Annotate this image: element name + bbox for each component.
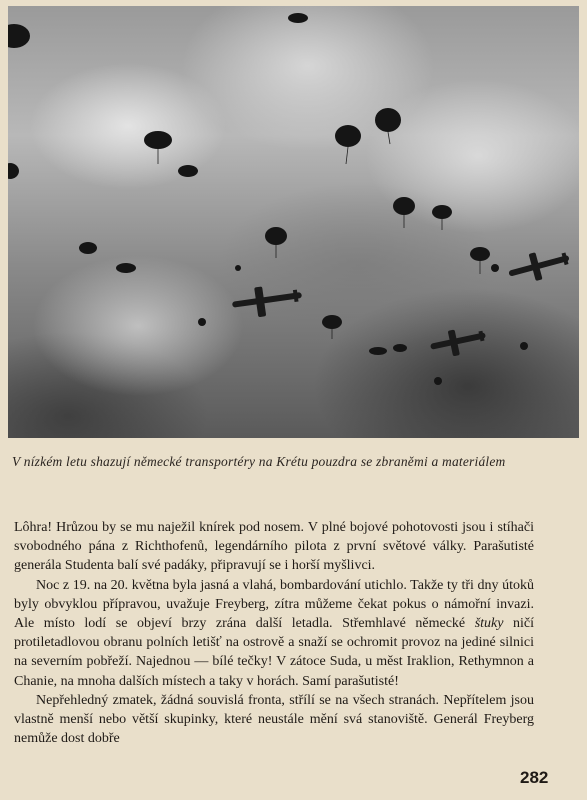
parachute [335,125,361,147]
transport-plane-2 [428,323,488,360]
parachute [198,318,206,326]
parachute [8,163,19,179]
parachutes [8,13,528,385]
paratroopers-photo [8,6,579,438]
aircraft [230,244,572,360]
parachute [8,24,30,48]
parachute-lines [158,132,480,339]
paragraph [14,576,534,691]
parachute [288,13,308,23]
parachute [491,264,499,272]
photo-illustration [8,6,579,438]
body-text [14,518,534,748]
parachute [144,131,172,149]
page-number: 282 [520,768,549,787]
transport-plane-1 [230,281,303,320]
paragraph: Lôhra! Hrůzou by se mu naježil knírek pod nosem. V plné bojové pohotovosti jsou i stíhači svobodného pána z Richthofenů, legendárního pilota z první světové války. Parašutisté generála Studenta balí své padáky, připravují se i horší myšlivci. [14,520,534,574]
parachute [520,342,528,350]
parachute [434,377,442,385]
parachute [235,265,241,271]
parachute [393,197,415,215]
parachute [470,247,490,261]
parachute [369,347,387,355]
parachute [322,315,342,329]
paragraph-text: ničí protiletadlovou obranu polních letišť na ostrově a snaží se ochromit provoz na jediné silnici na severním pobřeží. Najednou — bílé tečky! V zátoce Suda, u měst Iraklion, Rethymnon a Chanie, na mnoha dalších místech a taky v horách. Samí parašutisté! [14,616,535,689]
emphasis-word: štuky [474,616,504,632]
parachute [79,242,97,254]
transport-plane-3 [505,244,572,287]
parachute [375,108,401,132]
parachute [432,205,452,219]
parachute [393,344,407,352]
photo-caption: V nízkém letu shazují německé transportéry na Krétu pouzdra se zbraněmi a materiálem [12,454,506,469]
parachute [265,227,287,245]
parachute [116,263,136,273]
paragraph: Nepřehledný zmatek, žádná souvislá fronta, střílí se na všech stranách. Nepřítelem jsou vlastně menší nebo větší skupinky, které neustále mění svá stanoviště. Generál Freyberg nemůže dost dobře [14,692,534,747]
paragraph-text: Noc z 19. na 20. května byla jasná a vlahá, bombardování utichlo. Takže ty tři dny útoků byly obvyklou přípravou, uvažuje Freyberg, zítra můžeme čekat pokus o námořní invazi. Ale místo lodí se objeví brzy zrána další letadla. Střemhlavé německé [14,577,534,632]
parachute [178,165,198,177]
